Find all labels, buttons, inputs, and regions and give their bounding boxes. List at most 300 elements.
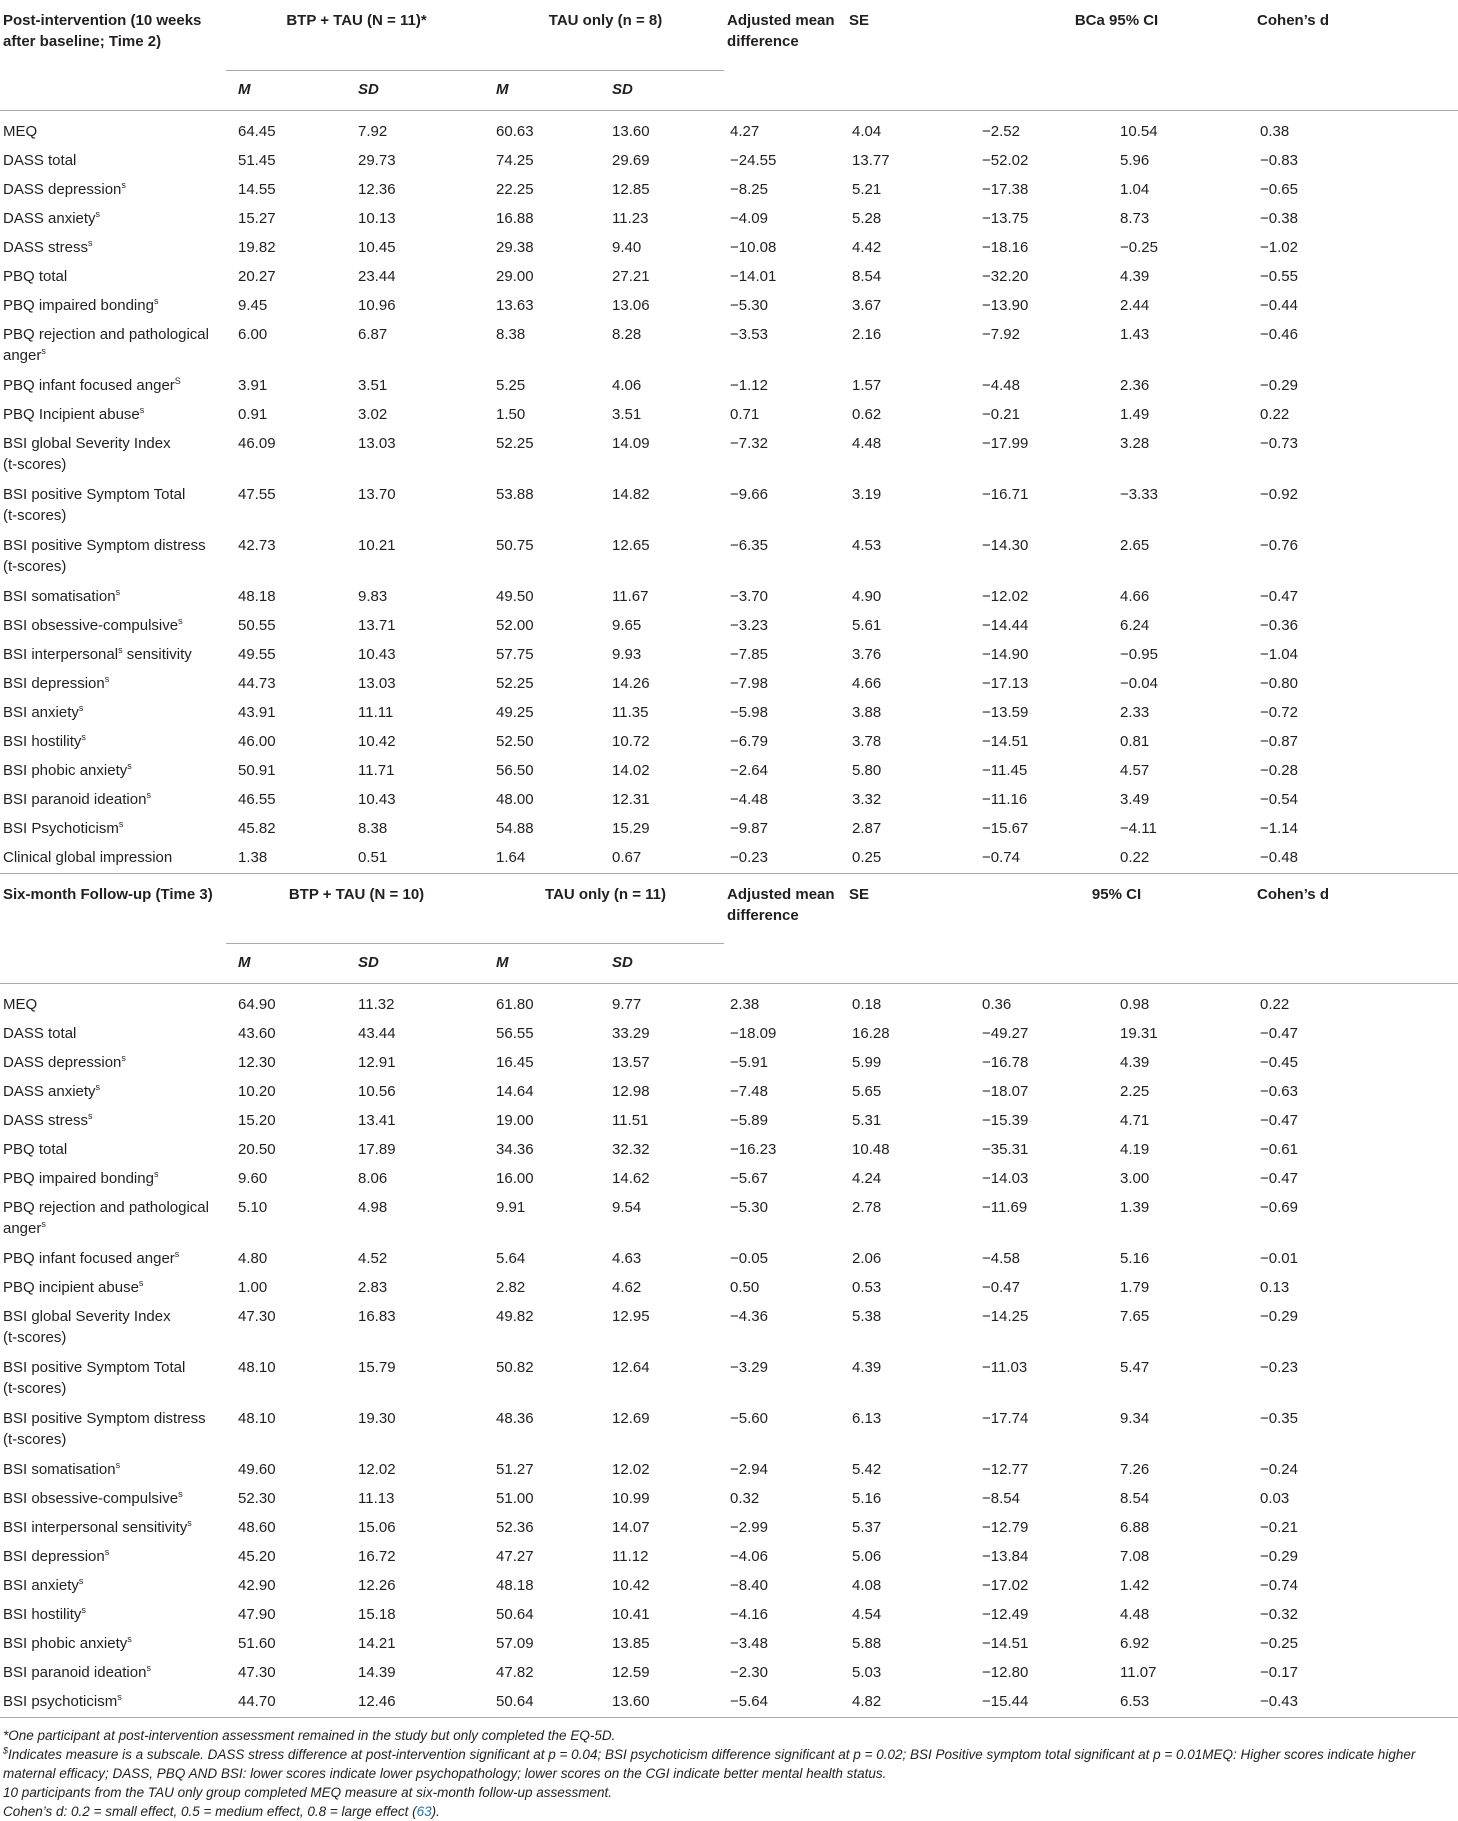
table-row (0, 205, 1458, 234)
measure-label: PBQ infant focused anger$^s$ (3, 1249, 180, 1267)
value-cell: 5.80 (852, 761, 882, 779)
value-cell: 12.02 (358, 1461, 396, 1478)
value-cell: −4.16 (730, 1606, 768, 1623)
value-cell: 1.49 (1120, 405, 1150, 423)
value-cell: −3.48 (730, 1635, 768, 1652)
value-cell: 5.65 (852, 1083, 882, 1100)
footnote-2: $Indicates measure is a subscale. DASS stress difference at post-intervention significant at p = 0.04; BSI psychoticism difference significant at p = 0.02; BSI Positive symptom total significant at p = 0.01MEQ: Higher scores indicate higher maternal efficacy; DASS, PBQ AND BSI: lower scores indicate lower psychopathology; lower scores on the CGI indicate better mental health status. (3, 1745, 1416, 1781)
value-cell: 4.62 (612, 1279, 642, 1296)
value-cell: 4.52 (358, 1250, 388, 1267)
value-cell: −4.48 (982, 376, 1020, 394)
value-cell: 12.46 (358, 1693, 396, 1710)
value-cell: −52.02 (982, 151, 1029, 169)
value-cell: 29.73 (358, 151, 396, 169)
sd-header: SD (606, 944, 724, 984)
table-row (0, 1020, 1458, 1049)
measure-label: BSI obsessive-compulsive$^s$ (3, 1489, 183, 1507)
table-row (0, 1514, 1458, 1543)
value-cell: −11.69 (982, 1199, 1028, 1216)
table-row (0, 1630, 1458, 1659)
table-row (0, 1107, 1458, 1136)
measure-label: PBQ impaired bonding$^s$ (3, 1169, 159, 1187)
value-cell: 8.38 (496, 325, 526, 343)
value-cell: 47.90 (238, 1606, 276, 1623)
measure-label: BSI hostility$^s$ (3, 1605, 86, 1623)
table-row (0, 1543, 1458, 1572)
blank-cell (724, 944, 846, 984)
value-cell: 8.54 (1120, 1490, 1150, 1507)
value-cell: 48.00 (496, 790, 534, 808)
value-cell: 0.62 (852, 405, 882, 423)
blank-cell (0, 70, 226, 110)
value-cell: 11.11 (358, 703, 394, 721)
value-cell: 13.57 (612, 1054, 650, 1071)
m-header: M (226, 70, 352, 110)
value-cell: 4.53 (852, 536, 882, 554)
value-cell: −0.17 (1260, 1664, 1298, 1681)
value-cell: 17.89 (358, 1141, 396, 1158)
value-cell: 4.39 (852, 1359, 882, 1376)
value-cell: 13.71 (358, 616, 396, 634)
value-cell: 11.32 (358, 996, 395, 1013)
value-cell: −0.65 (1260, 180, 1298, 198)
value-cell: −13.75 (982, 209, 1029, 227)
value-cell: 10.41 (612, 1606, 650, 1623)
measure-label: Clinical global impression (3, 848, 173, 866)
value-cell: 53.88 (496, 485, 534, 503)
value-cell: 7.08 (1120, 1548, 1150, 1565)
value-cell: 42.73 (238, 536, 276, 554)
value-cell: 10.42 (612, 1577, 650, 1594)
value-cell: −0.32 (1260, 1606, 1298, 1623)
table-row (0, 1274, 1458, 1303)
value-cell: 5.25 (496, 376, 526, 394)
value-cell: 14.55 (238, 180, 276, 198)
table-row (0, 641, 1458, 670)
value-cell: 51.27 (496, 1461, 534, 1478)
value-cell: 13.63 (496, 296, 534, 314)
value-cell: 0.32 (730, 1490, 760, 1507)
measure-label: BSI phobic anxiety$^s$ (3, 760, 132, 779)
value-cell: 1.64 (496, 848, 526, 866)
value-cell: 16.45 (496, 1054, 534, 1071)
value-cell: 14.09 (612, 434, 650, 452)
table-row (0, 234, 1458, 263)
value-cell: −0.25 (1260, 1635, 1298, 1652)
group2-header: TAU only (n = 8) (484, 0, 724, 70)
table-row (0, 1194, 1458, 1245)
value-cell: 49.55 (238, 645, 276, 663)
value-cell: −18.09 (730, 1025, 777, 1042)
table-row (0, 815, 1458, 844)
value-cell: −5.91 (730, 1054, 768, 1071)
value-cell: 48.10 (238, 1410, 276, 1427)
value-cell: 19.82 (238, 238, 276, 256)
value-cell: 5.10 (238, 1199, 268, 1216)
value-cell: 5.03 (852, 1664, 882, 1681)
value-cell: 1.00 (238, 1279, 268, 1296)
value-cell: 52.25 (496, 674, 534, 692)
value-cell: −2.64 (730, 761, 768, 779)
measure-label: MEQ (3, 996, 38, 1013)
reference-link[interactable]: 63 (416, 1804, 432, 1819)
value-cell: 29.00 (496, 267, 534, 285)
value-cell: 10.48 (852, 1141, 890, 1158)
sd-header: SD (606, 70, 724, 110)
value-cell: 4.80 (238, 1250, 268, 1267)
table-row (0, 1165, 1458, 1194)
measure-label: BSI psychoticism$^s$ (3, 1692, 122, 1710)
value-cell: 13.41 (358, 1112, 396, 1129)
table-row (0, 110, 1458, 147)
value-cell: 4.04 (852, 122, 882, 140)
value-cell: 9.34 (1120, 1410, 1150, 1427)
value-cell: −5.30 (730, 1199, 768, 1216)
value-cell: 12.36 (358, 180, 396, 198)
value-cell: 12.31 (612, 790, 650, 808)
value-cell: 13.85 (612, 1635, 650, 1652)
measure-label: BSI phobic anxiety$^s$ (3, 1634, 132, 1652)
table-row (0, 1659, 1458, 1688)
value-cell: −32.20 (982, 267, 1029, 285)
section-header-row (0, 873, 1458, 944)
value-cell: 0.18 (852, 996, 882, 1013)
value-cell: 19.00 (496, 1112, 534, 1129)
value-cell: 2.36 (1120, 376, 1150, 394)
measure-label: BSI positive Symptom distress (t-scores) (3, 536, 206, 575)
value-cell: −18.07 (982, 1083, 1029, 1100)
value-cell: −2.52 (982, 122, 1020, 140)
value-cell: −9.66 (730, 485, 768, 503)
value-cell: 12.02 (612, 1461, 650, 1478)
measure-label: BSI paranoid ideation$^s$ (3, 1663, 151, 1681)
value-cell: −14.01 (730, 267, 777, 285)
value-cell: 51.00 (496, 1490, 534, 1507)
value-cell: 20.50 (238, 1141, 276, 1158)
value-cell: 4.42 (852, 238, 882, 256)
value-cell: 10.45 (358, 238, 396, 256)
value-cell: 64.45 (238, 122, 276, 140)
m-header: M (484, 70, 606, 110)
value-cell: 43.44 (358, 1025, 396, 1042)
value-cell: −12.79 (982, 1519, 1029, 1536)
value-cell: −12.77 (982, 1461, 1029, 1478)
measure-label: BSI depression$^s$ (3, 673, 110, 692)
table-row (0, 176, 1458, 205)
value-cell: 2.87 (852, 819, 882, 837)
value-cell: 3.76 (852, 645, 882, 663)
value-cell: −13.84 (982, 1548, 1029, 1565)
value-cell: 4.27 (730, 122, 760, 140)
se-header: SE (849, 12, 870, 29)
value-cell: −7.85 (730, 645, 768, 663)
measure-label: BSI global Severity Index (t-scores) (3, 434, 171, 473)
value-cell: 11.51 (612, 1112, 649, 1129)
value-cell: 3.19 (852, 485, 882, 503)
value-cell: 4.19 (1120, 1141, 1150, 1158)
value-cell: 9.77 (612, 996, 642, 1013)
value-cell: 29.38 (496, 238, 534, 256)
value-cell: 50.64 (496, 1606, 534, 1623)
value-cell: 10.21 (358, 536, 396, 554)
ci-header: BCa 95% CI (1074, 12, 1159, 29)
value-cell: 1.04 (1120, 180, 1150, 198)
value-cell: 6.24 (1120, 616, 1150, 634)
measure-label: BSI interpersonal$^s$ sensitivity (3, 644, 192, 663)
value-cell: −0.29 (1260, 1308, 1298, 1325)
measure-label: DASS total (3, 1025, 77, 1042)
table-footnotes (0, 1720, 1458, 1821)
value-cell: 48.18 (496, 1577, 534, 1594)
value-cell: 46.55 (238, 790, 276, 808)
value-cell: 0.53 (852, 1279, 882, 1296)
value-cell: 4.06 (612, 376, 642, 394)
value-cell: 14.39 (358, 1664, 396, 1681)
value-cell: −0.23 (1260, 1359, 1298, 1376)
value-cell: 5.16 (1120, 1250, 1150, 1267)
measure-label: PBQ total (3, 1141, 68, 1158)
value-cell: 0.25 (852, 848, 882, 866)
value-cell: −8.40 (730, 1577, 768, 1594)
value-cell: 3.02 (358, 405, 388, 423)
value-cell: −2.99 (730, 1519, 768, 1536)
blank-cell (0, 944, 226, 984)
value-cell: 8.06 (358, 1170, 388, 1187)
value-cell: 14.26 (612, 674, 650, 692)
value-cell: 14.21 (358, 1635, 396, 1652)
value-cell: −6.79 (730, 732, 768, 750)
value-cell: 9.83 (358, 587, 388, 605)
value-cell: 3.49 (1120, 790, 1150, 808)
blank-cell (1254, 70, 1458, 110)
value-cell: 56.55 (496, 1025, 534, 1042)
value-cell: 0.03 (1260, 1490, 1290, 1507)
blank-cell (976, 70, 1114, 110)
value-cell: 4.90 (852, 587, 882, 605)
table-row (0, 1245, 1458, 1274)
value-cell: 0.98 (1120, 996, 1150, 1013)
group1-header: BTP + TAU (N = 10) (226, 873, 484, 944)
value-cell: −0.73 (1260, 434, 1298, 452)
value-cell: 13.60 (612, 122, 650, 140)
value-cell: 2.06 (852, 1250, 882, 1267)
value-cell: 15.79 (358, 1359, 396, 1376)
group1-header: BTP + TAU (N = 11)* (226, 0, 484, 70)
section-title: Post-intervention (10 weeks after baseline; Time 2) (3, 12, 202, 50)
value-cell: 15.27 (238, 209, 276, 227)
table-row (0, 583, 1458, 612)
value-cell: 14.07 (612, 1519, 650, 1536)
value-cell: 15.20 (238, 1112, 276, 1129)
value-cell: 9.91 (496, 1199, 526, 1216)
value-cell: −18.16 (982, 238, 1029, 256)
value-cell: 3.88 (852, 703, 882, 721)
table-row (0, 1485, 1458, 1514)
value-cell: 16.83 (358, 1308, 396, 1325)
value-cell: 34.36 (496, 1141, 534, 1158)
value-cell: 14.62 (612, 1170, 650, 1187)
table-row (0, 984, 1458, 1021)
value-cell: 3.51 (612, 405, 642, 423)
value-cell: −14.51 (982, 1635, 1029, 1652)
value-cell: 29.69 (612, 151, 650, 169)
value-cell: 11.23 (612, 209, 649, 227)
value-cell: 7.26 (1120, 1461, 1150, 1478)
sd-header: SD (352, 70, 484, 110)
table-row (0, 401, 1458, 430)
value-cell: 6.00 (238, 325, 268, 343)
value-cell: 4.39 (1120, 1054, 1150, 1071)
value-cell: −0.76 (1260, 536, 1298, 554)
measure-label: BSI positive Symptom Total (t-scores) (3, 1359, 186, 1397)
table-row (0, 481, 1458, 532)
value-cell: −11.03 (982, 1359, 1028, 1376)
value-cell: 43.60 (238, 1025, 276, 1042)
value-cell: 19.31 (1120, 1025, 1158, 1042)
value-cell: 9.65 (612, 616, 642, 634)
value-cell: −24.55 (730, 151, 777, 169)
value-cell: 2.33 (1120, 703, 1150, 721)
value-cell: −0.72 (1260, 703, 1298, 721)
table-row (0, 699, 1458, 728)
value-cell: 1.50 (496, 405, 526, 423)
value-cell: 48.60 (238, 1519, 276, 1536)
value-cell: 10.43 (358, 790, 396, 808)
value-cell: 15.06 (358, 1519, 396, 1536)
value-cell: −0.01 (1260, 1250, 1298, 1267)
value-cell: 13.70 (358, 485, 396, 503)
value-cell: 0.81 (1120, 732, 1150, 750)
value-cell: 1.79 (1120, 1279, 1150, 1296)
se-header: SE (846, 873, 976, 944)
value-cell: 7.92 (358, 122, 388, 140)
value-cell: −14.03 (982, 1170, 1029, 1187)
value-cell: 5.31 (852, 1112, 882, 1129)
value-cell: 57.09 (496, 1635, 534, 1652)
measure-label: DASS stress$^s$ (3, 237, 93, 256)
value-cell: −2.30 (730, 1664, 768, 1681)
value-cell: 9.45 (238, 296, 268, 314)
value-cell: 52.00 (496, 616, 534, 634)
value-cell: 3.67 (852, 296, 882, 314)
measure-label: BSI anxiety$^s$ (3, 1576, 84, 1594)
value-cell: 33.29 (612, 1025, 650, 1042)
value-cell: 11.13 (358, 1490, 395, 1507)
value-cell: −15.67 (982, 819, 1029, 837)
value-cell: 42.90 (238, 1577, 276, 1594)
value-cell: 13.60 (612, 1693, 650, 1710)
value-cell: −12.49 (982, 1606, 1029, 1623)
value-cell: 10.54 (1120, 122, 1158, 140)
blank-cell (846, 944, 976, 984)
value-cell: −0.63 (1260, 1083, 1298, 1100)
value-cell: −6.35 (730, 536, 768, 554)
cohens-d-header: Cohen’s d (1257, 12, 1329, 29)
value-cell: −12.80 (982, 1664, 1029, 1681)
value-cell: 0.67 (612, 848, 642, 866)
value-cell: 4.71 (1120, 1112, 1150, 1129)
value-cell: −5.67 (730, 1170, 768, 1187)
table-row (0, 532, 1458, 583)
value-cell: 1.43 (1120, 325, 1150, 343)
value-cell: 0.91 (238, 405, 268, 423)
value-cell: 4.08 (852, 1577, 882, 1594)
value-cell: −0.54 (1260, 790, 1298, 808)
value-cell: 3.00 (1120, 1170, 1150, 1187)
value-cell: 49.25 (496, 703, 534, 721)
m-header: M (484, 944, 606, 984)
value-cell: −0.47 (1260, 1170, 1298, 1187)
value-cell: −3.70 (730, 587, 768, 605)
value-cell: 3.78 (852, 732, 882, 750)
value-cell: 1.42 (1120, 1577, 1150, 1594)
value-cell: 14.02 (612, 761, 650, 779)
value-cell: 46.00 (238, 732, 276, 750)
table-row (0, 1456, 1458, 1485)
value-cell: 2.83 (358, 1279, 388, 1296)
value-cell: −49.27 (982, 1025, 1029, 1042)
table-row (0, 1303, 1458, 1354)
value-cell: −0.61 (1260, 1141, 1298, 1158)
value-cell: 27.21 (612, 267, 650, 285)
blank-cell (1254, 944, 1458, 984)
measure-label: PBQ total (3, 267, 68, 285)
value-cell: 16.28 (852, 1025, 890, 1042)
value-cell: 0.22 (1120, 848, 1150, 866)
value-cell: 8.54 (852, 267, 882, 285)
value-cell: 0.51 (358, 848, 388, 866)
value-cell: −0.83 (1260, 151, 1298, 169)
value-cell: −3.23 (730, 616, 768, 634)
value-cell: −0.24 (1260, 1461, 1298, 1478)
measure-label: MEQ (3, 122, 38, 140)
value-cell: 13.03 (358, 434, 396, 452)
ci-header: 95% CI (976, 873, 1254, 944)
value-cell: −0.74 (982, 848, 1020, 866)
value-cell: −0.47 (1260, 587, 1298, 605)
value-cell: 48.18 (238, 587, 276, 605)
value-cell: 52.25 (496, 434, 534, 452)
value-cell: 2.25 (1120, 1083, 1150, 1100)
subheader-row (0, 70, 1458, 110)
value-cell: 16.72 (358, 1548, 396, 1565)
value-cell: −5.60 (730, 1410, 768, 1427)
table-row (0, 757, 1458, 786)
value-cell: 60.63 (496, 122, 534, 140)
value-cell: −0.05 (730, 1250, 768, 1267)
value-cell: 22.25 (496, 180, 534, 198)
group2-header: TAU only (n = 11) (484, 873, 724, 944)
value-cell: 15.18 (358, 1606, 396, 1623)
value-cell: −0.23 (730, 848, 768, 866)
measure-label: DASS depression$^s$ (3, 179, 126, 198)
value-cell: −4.58 (982, 1250, 1020, 1267)
value-cell: 32.32 (612, 1141, 650, 1158)
value-cell: −17.13 (982, 674, 1029, 692)
value-cell: 46.09 (238, 434, 276, 452)
value-cell: 4.66 (1120, 587, 1150, 605)
blank-cell (1114, 944, 1254, 984)
measure-label: BSI positive Symptom Total (t-scores) (3, 485, 186, 524)
value-cell: 50.82 (496, 1359, 534, 1376)
value-cell: 51.45 (238, 151, 276, 169)
value-cell: 10.56 (358, 1083, 396, 1100)
value-cell: 4.48 (1120, 1606, 1150, 1623)
value-cell: −13.90 (982, 296, 1029, 314)
measure-label: BSI interpersonal sensitivity$^s$ (3, 1518, 192, 1536)
subheader-row (0, 944, 1458, 984)
table-row (0, 844, 1458, 874)
